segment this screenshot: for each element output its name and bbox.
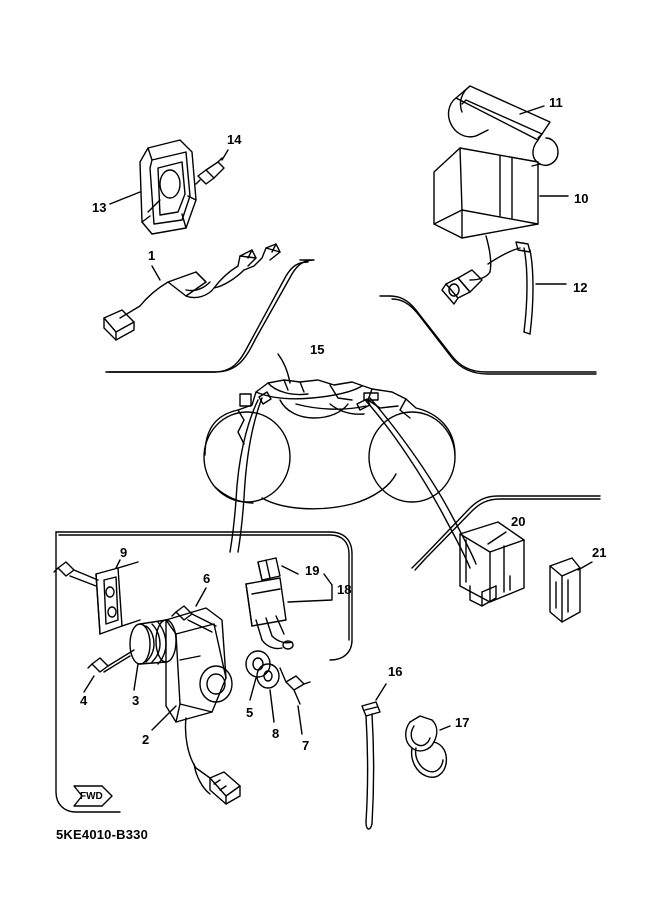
- callout-21-leader: [578, 562, 592, 570]
- part-20-relay: [460, 522, 524, 606]
- part-18-relay: [246, 578, 293, 649]
- part-19-cover: [258, 558, 280, 580]
- callout-6-leader: [196, 588, 206, 606]
- callout-3-leader: [134, 664, 138, 690]
- callout-16: 16: [388, 664, 403, 679]
- fwd-direction-label: FWD: [80, 791, 103, 802]
- part-17-clamp: [406, 716, 447, 777]
- part-16-cable-tie: [362, 702, 380, 829]
- callout-16-leader: [376, 684, 386, 700]
- callout-7-leader: [298, 706, 302, 734]
- callout-1: 1: [148, 248, 156, 263]
- callout-8: 8: [272, 726, 280, 741]
- part-8-washer: [257, 664, 279, 688]
- callout-15: 15: [310, 342, 325, 357]
- callout-17: 17: [455, 715, 470, 730]
- part-9-bracket: [96, 562, 140, 634]
- callout-17-leader: [440, 726, 450, 730]
- callout-4: 4: [80, 693, 88, 708]
- part-2-starter: [166, 608, 240, 804]
- part-7-bolt: [280, 668, 310, 704]
- callout-4-leader: [84, 676, 94, 692]
- callout-3: 3: [132, 693, 140, 708]
- part-9-screw: [54, 562, 98, 586]
- callout-1-leader: [152, 266, 160, 280]
- callout-19: 19: [305, 563, 320, 578]
- callout-10: 10: [574, 191, 589, 206]
- callout-20-leader: [488, 532, 506, 544]
- lower-right-panel: [412, 496, 600, 570]
- callout-9-leader: [116, 560, 120, 568]
- callout-12: 12: [573, 280, 588, 295]
- callout-13-leader: [110, 192, 140, 204]
- callout-11: 11: [549, 95, 563, 110]
- part-10-box: [434, 148, 538, 238]
- callout-21: 21: [592, 545, 607, 560]
- callout-14: 14: [227, 132, 242, 147]
- callout-6: 6: [203, 571, 211, 586]
- part-13-bracket: [140, 140, 196, 234]
- part-21-cover: [550, 558, 580, 622]
- callout-20: 20: [511, 514, 526, 529]
- callout-18: 18: [337, 582, 352, 597]
- part-code-label: 5KE4010-B330: [56, 827, 149, 842]
- callout-2: 2: [142, 732, 150, 747]
- callout-5-leader: [250, 678, 256, 700]
- callout-13: 13: [92, 200, 107, 215]
- part-3-coil: [130, 620, 176, 664]
- part-4-screw: [88, 650, 134, 672]
- leader-lines: [230, 354, 476, 568]
- part-12-connector-band: [442, 236, 533, 334]
- callout-9: 9: [120, 545, 128, 560]
- callout-8-leader: [270, 690, 274, 722]
- motorcycle-outline: [204, 380, 455, 509]
- part-14-screw: [196, 158, 224, 184]
- upper-right-panel: [380, 296, 596, 374]
- callout-2-leader: [152, 706, 176, 730]
- part-1-harness: [104, 244, 280, 340]
- callout-7: 7: [302, 738, 310, 753]
- callout-14-leader: [222, 150, 228, 160]
- part-11-strap: [449, 86, 558, 166]
- callout-5: 5: [246, 705, 254, 720]
- upper-left-panel: [106, 260, 314, 372]
